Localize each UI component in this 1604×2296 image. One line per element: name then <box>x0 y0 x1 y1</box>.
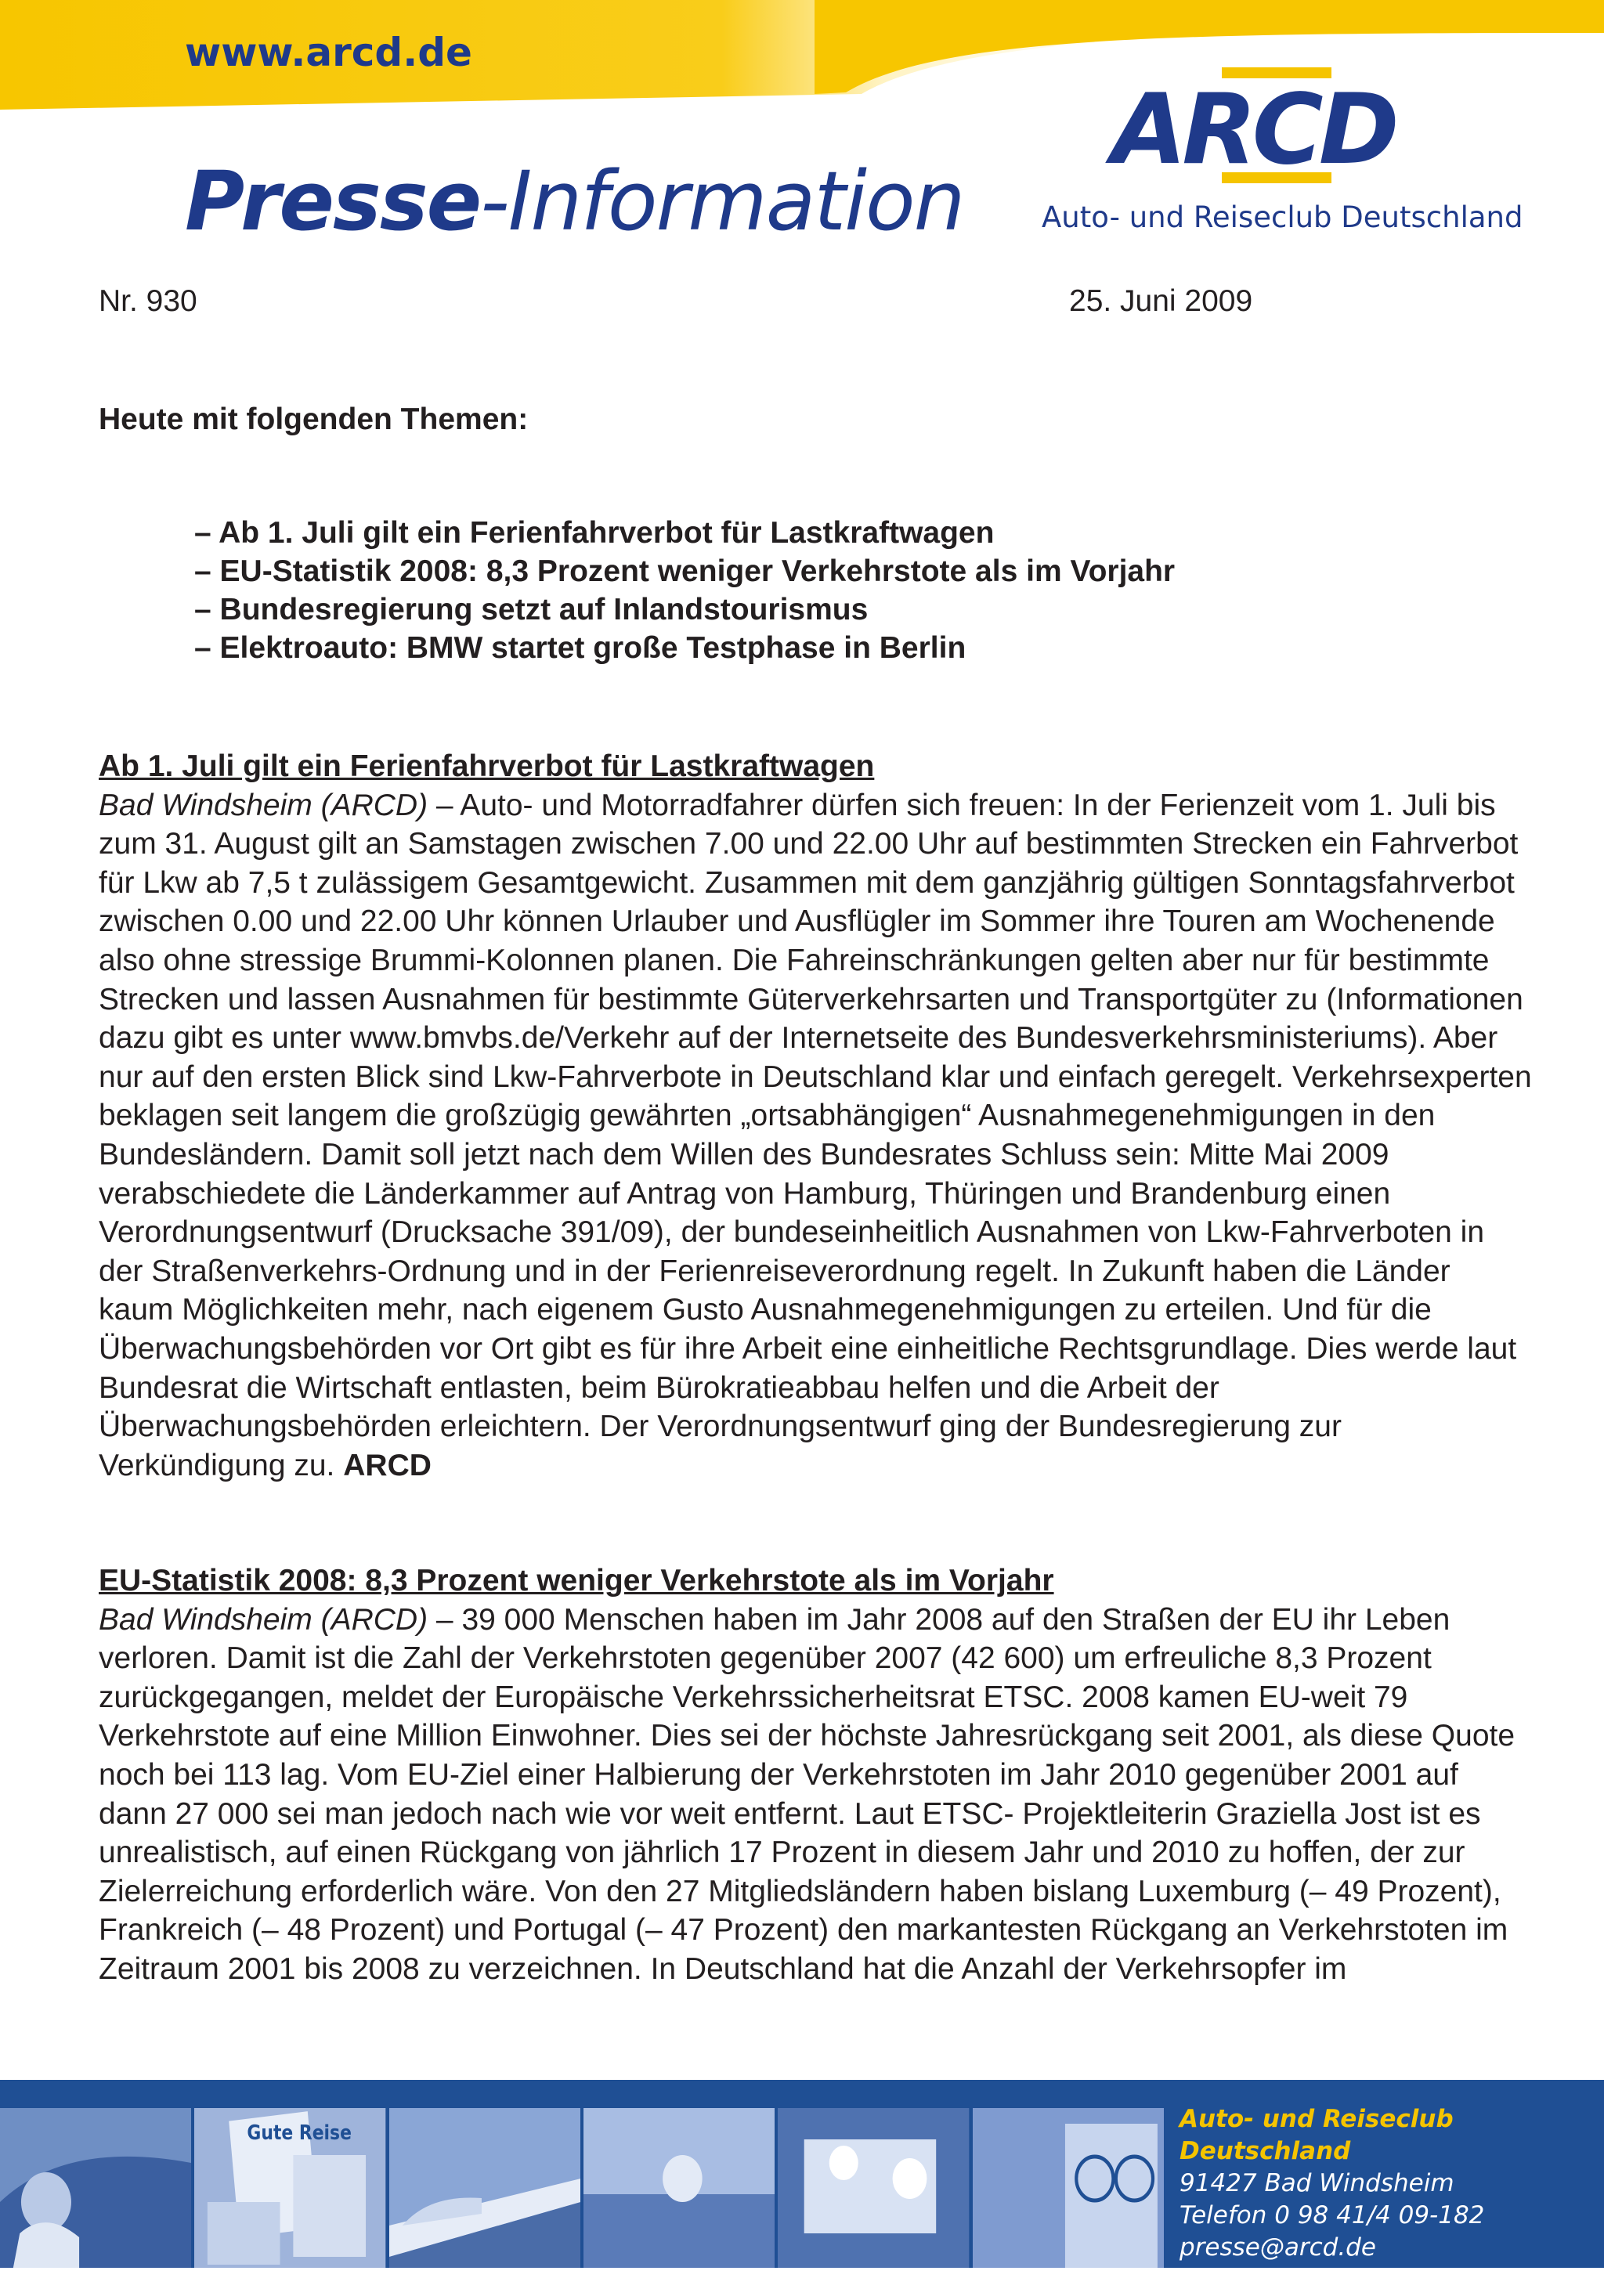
list-item: – EU-Statistik 2008: 8,3 Prozent weniger Verkehrstote als im Vorjahr <box>194 554 1176 588</box>
topic-list <box>194 514 1175 667</box>
list-item: – Elektroauto: BMW startet große Testphase in Berlin <box>194 631 966 665</box>
footer-address: 91427 Bad Windsheim <box>1180 2169 1454 2197</box>
footer-phone: Telefon 0 98 41/4 09-182 <box>1180 2201 1485 2229</box>
footer-club-name: Auto- und Reiseclub Deutschland <box>1180 2105 1454 2165</box>
photo-car-driver <box>0 2108 191 2268</box>
photo-paramedic <box>778 2108 969 2268</box>
release-date: 25. Juni 2009 <box>1069 284 1253 318</box>
title-bold: Presse <box>185 153 481 249</box>
logo-text: ARCD <box>1111 74 1395 186</box>
photo-travel-guides <box>194 2108 385 2268</box>
footer-email[interactable]: presse@arcd.de <box>1180 2233 1376 2262</box>
article-body <box>99 786 1532 1486</box>
article-body <box>99 1601 1532 1989</box>
article-dateline: Bad Windsheim (ARCD) <box>99 788 428 822</box>
photo-beach <box>583 2108 775 2268</box>
article-title: EU-Statistik 2008: 8,3 Prozent weniger Verkehrstote als im Vorjahr <box>99 1564 1054 1597</box>
article-signature: ARCD <box>343 1448 432 1482</box>
photo-sign-text: Gute Reise <box>247 2121 352 2145</box>
footer-contact <box>1180 2103 1604 2296</box>
logo-caption: Auto- und Reiseclub Deutschland <box>1042 200 1523 234</box>
photo-train <box>389 2108 580 2268</box>
site-url[interactable]: www.arcd.de <box>185 30 472 75</box>
list-item: – Ab 1. Juli gilt ein Ferienfahrverbot für Lastkraftwagen <box>194 516 995 550</box>
article-text: – 39 000 Menschen haben im Jahr 2008 auf den Straßen der EU ihr Leben verloren. Damit ist die Zahl der Verkehrstoten gegenüber 2007 (42 600) um erfreuliche 8,3 Prozent zurückgegangen, meldet der Europäische Verkehrssicherheitsrat ETSC. 2008 kamen EU-weit 79 Verkehrstote auf eine Million Einwohner. Dies sei der höchste Jahresrückgang seit 2001, als diese Quote noch bei 113 lag. Vom EU-Ziel einer Halbierung der Verkehrstoten im Jahr 2010 gegenüber 2001 auf dann 27 000 sei man jedoch nach wie vor weit entfernt. Laut ETSC- Projektleiterin Graziella Jost ist es unrealistisch, auf einen Rückgang von jährlich 17 Prozent in diesem Jahr und 2010 zu hoffen, der zur Zielerreichung erforderlich wäre. Von den 27 Mitgliedsländern haben bislang Luxemburg (– 49 Prozent), Frankreich (– 48 Prozent) und Portugal (– 47 Prozent) den markantesten Rückgang an Verkehrstoten im Zeitraum 2001 bis 2008 zu verzeichnen. In Deutschland hat die Anzahl der Verkehrsopfer im <box>99 1602 1515 1986</box>
article-eu-statistik <box>99 1561 1532 1989</box>
page-title <box>185 153 964 249</box>
footer-web[interactable]: www.arcd.de/presse <box>1180 2265 1426 2294</box>
article-lkw-fahrverbot <box>99 747 1532 1485</box>
release-number: Nr. 930 <box>99 284 197 318</box>
footer <box>0 2080 1604 2294</box>
footer-photo-strip <box>0 2108 1167 2268</box>
article-text: – Auto- und Motorradfahrer dürfen sich freuen: In der Ferienzeit vom 1. Juli bis zum 31. August gilt an Samstagen zwischen 7.00 und 22.00 Uhr auf bestimmten Strecken ein Fahrverbot für Lkw ab 7,5 t zulässigem Gesamtgewicht. Zusammen mit dem ganzjährig gültigen Sonntagsfahrverbot zwischen 0.00 und 22.00 Uhr können Urlauber und Ausflügler im Sommer ihre Touren am Wochenende also ohne stressige Brummi-Kolonnen planen. Die Fahreinschränkungen gelten aber nur für bestimmte Strecken und lassen Ausnahmen für bestimmte Güterverkehrsarten und Transportgüter zu (Informationen dazu gibt es unter www.bmvbs.de/Verkehr auf der Internetseite des Bundesverkehrsministeriums). Aber nur auf den ersten Blick sind Lkw-Fahrverbote in Deutschland klar und einfach geregelt. Verkehrsexperten beklagen seit langem die großzügig gewährten „ortsabhängigen“ Ausnahmegenehmigungen in den Bundesländern. Damit soll jetzt nach dem Willen des Bundesrates Schluss sein: Mitte Mai 2009 verabschiedete die Länderkammer auf Antrag von Hamburg, Thüringen und Brandenburg einen Verordnungsentwurf (Drucksache 391/09), der bundeseinheitlich Ausnahmen von Lkw-Fahrverboten in der Straßenverkehrs-Ordnung und in der Ferienreiseverordnung regelt. In Zukunft haben die Länder kaum Möglichkeiten mehr, nach eigenem Gusto Ausnahmegenehmigungen zu erteilen. Und für die Überwachungsbehörden vor Ort gibt es für ihre Arbeit eine einheitliche Rechtsgrundlage. Dies werde laut Bundesrat die Wirtschaft entlasten, beim Bürokratieabbau helfen und die Arbeit der Überwachungsbehörden erleichtern. Der Verordnungsentwurf ging der Bundesregierung zur Verkündigung zu. <box>99 788 1532 1482</box>
list-item: – Bundesregierung setzt auf Inlandstourismus <box>194 593 869 626</box>
photo-bike-rack <box>973 2108 1164 2268</box>
article-dateline: Bad Windsheim (ARCD) <box>99 1602 428 1637</box>
article-title: Ab 1. Juli gilt ein Ferienfahrverbot für Lastkraftwagen <box>99 749 875 783</box>
topics-heading: Heute mit folgenden Themen: <box>99 403 529 436</box>
title-light: -Information <box>480 153 964 249</box>
arcd-logo <box>1065 67 1441 193</box>
